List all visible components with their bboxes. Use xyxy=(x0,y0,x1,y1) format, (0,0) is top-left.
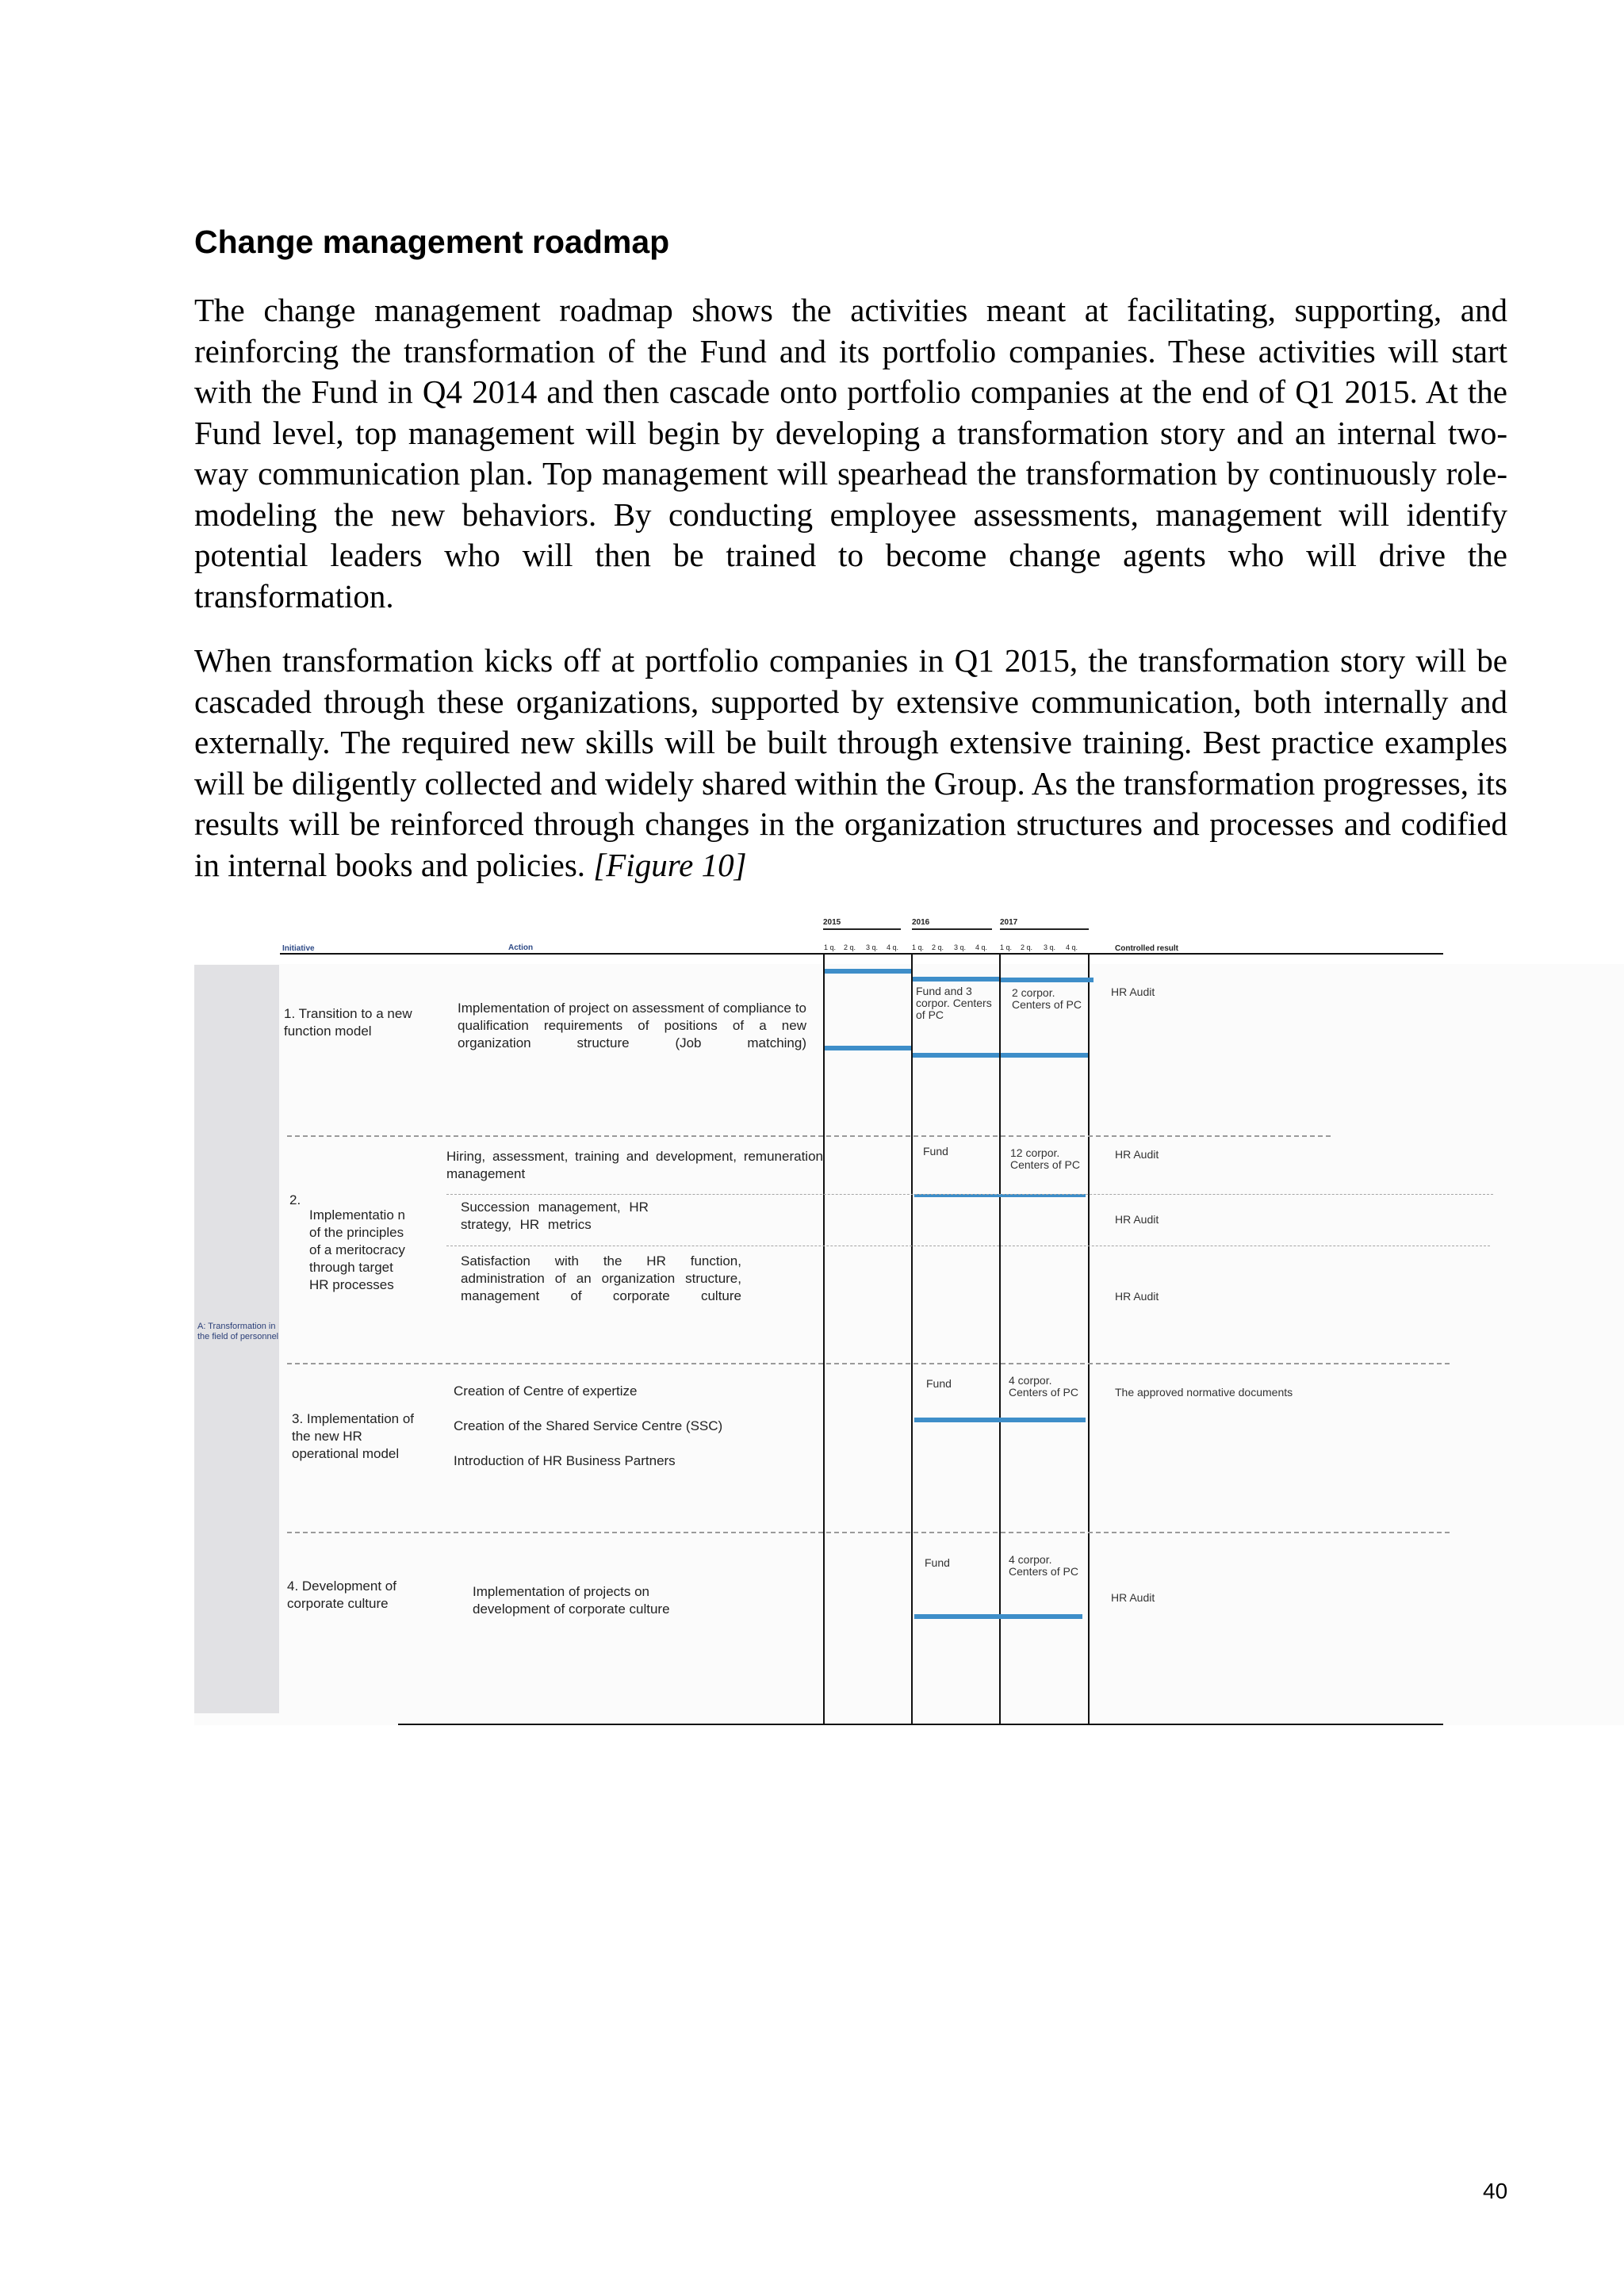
initiative-2-number: 2. xyxy=(289,1192,301,1207)
initiative-3: 3. Implementation of the new HR operational model xyxy=(292,1411,415,1461)
year-2015-rule xyxy=(823,928,901,930)
row1-bar-2017-top xyxy=(1001,978,1094,982)
quarter-2015-2: 2 q. xyxy=(844,943,856,951)
header-rule xyxy=(280,953,1443,955)
row-divider-2 xyxy=(287,1363,1450,1364)
quarter-2015-3: 3 q. xyxy=(866,943,879,951)
action-4: Implementation of projects on development of corporate culture xyxy=(473,1584,670,1617)
row1-2017-cell: 2 corpor. Centers of PC xyxy=(1012,986,1082,1011)
row1-2016-cell: Fund and 3 corpor. Centers of PC xyxy=(916,985,992,1021)
initiative-4: 4. Development of corporate culture xyxy=(287,1578,396,1611)
row2c-result: HR Audit xyxy=(1115,1290,1159,1303)
row1-bar-2017-bottom xyxy=(1001,1053,1088,1058)
row-divider-3 xyxy=(287,1532,1450,1533)
page-number: 40 xyxy=(1483,2179,1508,2203)
action-3b: Creation of the Shared Service Centre (SSC) xyxy=(454,1418,723,1433)
year-2017: 2017 xyxy=(1000,918,1018,927)
grid-line-2016-start xyxy=(911,954,913,1725)
quarter-2017-3: 3 q. xyxy=(1044,943,1056,951)
row1-result: HR Audit xyxy=(1111,985,1155,998)
row-divider-1 xyxy=(287,1135,1331,1137)
grid-line-2017-start xyxy=(999,954,1001,1725)
section-heading: Change management roadmap xyxy=(194,224,670,260)
paragraph-2-text: When transformation kicks off at portfolio companies in Q1 2015, the transformation story will be cascaded through these organizations, supported by extensive communication, both internally and externally. The required new skills will be built through extensive training. Best practice examples will be diligently collected and widely shared within the Group. As the transformation progresses, its results will be reinforced through changes in the organization structures and processes and codified in internal books and policies. xyxy=(194,642,1507,883)
paragraph-1: The change management roadmap shows the activities meant at facilitating, supporting, and reinforcing the transformation of the Fund and its portfolio companies. These activities will start with the Fund in Q4 2014 and then cascade onto portfolio companies at the end of Q1 2015. At the Fund level, top management will begin by developing a transformation story and an internal two-way communication plan. Top management will spearhead the transformation by continuously role-modeling the new behaviors. By conducting employee assessments, management will identify potential leaders who will then be trained to become change agents who will drive the transformation. xyxy=(194,292,1507,614)
paragraph-2 xyxy=(194,641,1507,886)
action-3c: Introduction of HR Business Partners xyxy=(454,1453,676,1468)
year-2016: 2016 xyxy=(912,918,930,927)
row1-bar-2016-top xyxy=(913,977,999,982)
row1-bar-2015-top xyxy=(825,969,911,974)
row2-2016-cell: Fund xyxy=(923,1145,948,1158)
action-2a: Hiring, assessment, training and development, remuneration management xyxy=(446,1149,823,1181)
row4-result: HR Audit xyxy=(1111,1591,1155,1604)
quarter-2017-2: 2 q. xyxy=(1021,943,1033,951)
row2-2017-cell: 12 corpor. Centers of PC xyxy=(1010,1146,1080,1171)
header-action: Action xyxy=(508,943,534,952)
grid-line-2015-start xyxy=(823,954,825,1725)
grid-line-2017-end xyxy=(1088,954,1090,1725)
action-3a: Creation of Centre of expertize xyxy=(454,1383,638,1399)
row2-subdivider-1 xyxy=(446,1194,1493,1195)
quarter-2015-4: 4 q. xyxy=(887,943,899,951)
row3-2016-cell: Fund xyxy=(926,1377,952,1390)
quarter-2015-1: 1 q. xyxy=(824,943,837,951)
year-2017-rule xyxy=(1000,928,1089,930)
action-2b: Succession management, HR strategy, HR metrics xyxy=(461,1200,649,1232)
row2a-result: HR Audit xyxy=(1115,1148,1159,1161)
quarter-2016-4: 4 q. xyxy=(975,943,988,951)
row3-2017-cell: 4 corpor. Centers of PC xyxy=(1009,1374,1078,1399)
year-2015: 2015 xyxy=(823,918,841,927)
row4-2016-cell: Fund xyxy=(925,1556,950,1569)
quarter-2016-2: 2 q. xyxy=(932,943,944,951)
header-controlled-result: Controlled result xyxy=(1115,944,1179,953)
quarter-2016-3: 3 q. xyxy=(954,943,967,951)
sidebar-label: A: Transformation in the field of personnel xyxy=(197,1322,279,1341)
bottom-rule xyxy=(398,1724,1443,1725)
quarter-2017-1: 1 q. xyxy=(1000,943,1013,951)
quarter-2016-1: 1 q. xyxy=(912,943,925,951)
row4-2017-cell: 4 corpor. Centers of PC xyxy=(1009,1553,1078,1578)
figure-reference: [Figure 10] xyxy=(593,846,747,883)
initiative-2: Implementatio n of the principles of a meritocracy through target HR processes xyxy=(309,1207,405,1292)
year-2016-rule xyxy=(912,928,992,930)
quarter-2017-4: 4 q. xyxy=(1066,943,1078,951)
row1-bar-2015-bottom xyxy=(825,1046,911,1050)
row1-bar-2016-bottom xyxy=(913,1053,999,1058)
action-2c: Satisfaction with the HR function, administration of an organization structure, management of corporate culture xyxy=(461,1253,741,1303)
header-initiative: Initiative xyxy=(282,944,315,953)
action-1: Implementation of project on assessment of compliance to qualification requirements of positions of a new organization structure (Job matching) xyxy=(458,1001,806,1050)
initiative-1: 1. Transition to a new function model xyxy=(284,1006,412,1039)
row2b-result: HR Audit xyxy=(1115,1213,1159,1226)
row4-bar xyxy=(914,1614,1082,1619)
row3-result: The approved normative documents xyxy=(1115,1386,1293,1399)
row3-bar xyxy=(914,1418,1086,1422)
